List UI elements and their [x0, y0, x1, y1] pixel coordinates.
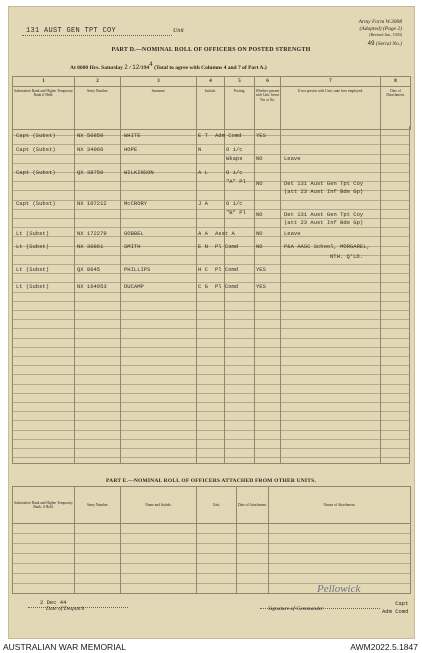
ruled-line: [13, 292, 409, 293]
row-posting: Pl Comd: [215, 266, 239, 273]
row-present: NO: [256, 243, 263, 250]
ruled-line: [13, 448, 409, 449]
col-rule: [280, 126, 281, 464]
ruled-line: [13, 227, 409, 228]
col-rule: [196, 126, 197, 464]
row-present: NO: [256, 230, 263, 237]
row-employment: Leave: [284, 155, 301, 162]
row-initials: E N: [198, 243, 208, 250]
col-num-2: 2: [75, 77, 121, 87]
col-rule: [380, 126, 381, 464]
ruled-line: [13, 356, 409, 357]
row-rank: Capt (Subst): [16, 146, 56, 153]
ruled-line: [13, 393, 409, 394]
part-e-title: PART E.—NOMINAL ROLL OF OFFICERS ATTACHED FROM OTHER UNITS.: [106, 478, 316, 484]
row-rank: Lt (Subst): [16, 230, 50, 237]
ruled-line: [13, 457, 409, 458]
row-employment: Leave: [284, 230, 301, 237]
col-rule: [120, 126, 121, 464]
col-header-surname: Surname.: [121, 87, 197, 130]
att-header-name: Name and Initials.: [121, 487, 197, 524]
row-surname: GOBBEL: [124, 230, 144, 237]
row-present: NO: [256, 180, 263, 187]
commander-signature: Pellowick: [317, 583, 361, 595]
row-present: YES: [256, 132, 266, 139]
col-header-initials: Initials.: [197, 87, 225, 130]
row-army-number: NX 172279: [77, 230, 107, 237]
row-surname: WILKINSON: [124, 169, 154, 176]
commander-posting: Adm Comd: [382, 608, 409, 615]
row-rank: Lt (Subst): [16, 243, 50, 250]
unit-label: Unit: [173, 28, 184, 34]
row-rank: Lt (Subst): [16, 283, 50, 290]
col-header-posting: Posting.: [225, 87, 255, 130]
ruled-line: [13, 282, 409, 283]
serial-value: 49: [367, 40, 375, 47]
row-present: NO: [256, 211, 263, 218]
at-day: 2: [124, 63, 128, 71]
row-army-number: NX 107212: [77, 200, 107, 207]
commander-rank: Capt: [395, 600, 409, 607]
ruled-line: [13, 319, 409, 320]
col-num-8: 8: [381, 77, 411, 87]
row-posting-2: Wkaps: [226, 155, 243, 162]
row-army-number: NX 50859: [77, 132, 104, 139]
ruled-line: [13, 365, 409, 366]
at-time-line: At 0600 Hrs. Saturday $2 / 12/194^4$ (Total to agree with Columns 4 and 7 of Part A.): [70, 61, 267, 71]
row-initials: N: [198, 146, 202, 153]
ruled-line: [13, 273, 409, 274]
row-posting: Pl Comd: [215, 283, 239, 290]
col-rule: [254, 126, 255, 464]
col-header-rank: Substantive Rank and Higher Temporary Rank if Held.: [13, 87, 75, 130]
at-year-prefix: /194: [139, 64, 150, 71]
row-army-number: QX 8645: [77, 266, 101, 273]
att-row: [13, 524, 411, 534]
army-form-id: [359, 19, 402, 39]
row-surname: HOPE: [124, 146, 138, 153]
col-rule: [224, 126, 225, 464]
row-employment: Det 131 Aust Gen Tpt Coy: [284, 180, 364, 187]
row-present: YES: [256, 266, 266, 273]
ruled-line: [13, 439, 409, 440]
row-posting: O i/c: [226, 146, 243, 153]
unit-underline: [22, 35, 172, 36]
army-form-title: Army Form W.3008: [358, 19, 402, 25]
row-rank: Capt (Subst): [16, 132, 56, 139]
row-posting: O i/c: [226, 200, 243, 207]
serial-label: (Serial No.): [376, 41, 402, 47]
row-employment-2: (att 23 Aust Inf Bde Gp): [284, 188, 364, 195]
ruled-line: [13, 338, 409, 339]
ruled-line: [13, 347, 409, 348]
commander-rank-block: [382, 600, 408, 616]
ruled-line: [13, 374, 409, 375]
ruled-line: [13, 163, 409, 164]
despatch-date: 2 Dec 44: [40, 599, 67, 606]
ruled-line: [13, 430, 409, 431]
row-army-number: NX 164953: [77, 283, 107, 290]
ruled-line: [13, 411, 409, 412]
row-rank: Capt (Subst): [16, 169, 56, 176]
row-army-number: NX 30861: [77, 243, 104, 250]
row-army-number: QX 38750: [77, 169, 104, 176]
row-employment: Det 131 Aust Gen Tpt Coy: [284, 211, 364, 218]
att-header-unit: Unit.: [197, 487, 237, 524]
col-rule: [74, 126, 75, 464]
archive-accession: AWM2022.5.1847: [350, 642, 418, 652]
part-d-title: PART D.—NOMINAL ROLL OF OFFICERS ON POSTED STRENGTH: [111, 47, 311, 53]
archive-name: AUSTRALIAN WAR MEMORIAL: [3, 642, 126, 652]
ruled-line: [13, 209, 409, 210]
ruled-line: [13, 420, 409, 421]
att-row: [13, 534, 411, 544]
col-header-detachment-date: Date of Detachment.: [381, 87, 411, 130]
ruled-line: [13, 172, 409, 173]
at-prefix: At 0600 Hrs. Saturday: [70, 64, 123, 71]
att-row: [13, 574, 411, 584]
ruled-line: [13, 384, 409, 385]
ruled-line: [13, 402, 409, 403]
row-surname: WHITE: [124, 132, 141, 139]
att-row: [13, 544, 411, 554]
att-header-rank: Substantive Rank and Higher Temporary Rank, if Held.: [13, 487, 75, 524]
row-posting: Pl Comd: [215, 243, 239, 250]
col-header-employment: If not present with Unit, state how employed.: [281, 87, 381, 130]
row-posting-2: "B" Pl: [226, 209, 246, 216]
row-posting: Asst A: [215, 230, 235, 237]
row-employment: P&A AASC School, MORGAREL,: [284, 243, 370, 250]
ruled-line: [13, 144, 409, 145]
att-header-army-number: Army Number.: [75, 487, 121, 524]
col-num-1: 1: [13, 77, 75, 87]
att-row: [13, 564, 411, 574]
row-rank: Lt (Subst): [16, 266, 50, 273]
part-e-table: [12, 486, 411, 594]
row-present: NO: [256, 155, 263, 162]
ruled-line: [13, 135, 409, 136]
col-num-4: 4: [197, 77, 225, 87]
row-army-number: NX 34060: [77, 146, 104, 153]
row-initials: H C: [198, 266, 208, 273]
army-form-adapted: (Adapted) (Page 2): [359, 25, 402, 32]
army-form-revised: (Revised Jan., 1943): [369, 32, 402, 37]
serial-number: [367, 40, 402, 47]
att-row: [13, 554, 411, 564]
att-header-date: Date of Attachment.: [237, 487, 269, 524]
row-posting: O i/c: [226, 169, 243, 176]
col-num-7: 7: [281, 77, 381, 87]
row-present: YES: [256, 283, 266, 290]
row-initials: J A: [198, 200, 208, 207]
row-employment-2: (att 23 Aust Inf Bde Gp): [284, 219, 364, 226]
at-year-digit: 4: [149, 61, 153, 68]
col-num-3: 3: [121, 77, 197, 87]
row-initials: C G: [198, 283, 208, 290]
row-initials: E T: [198, 132, 208, 139]
despatch-label: Date of Despatch: [46, 606, 85, 612]
row-surname: PHILLIPS: [124, 266, 151, 273]
unit-value: 131 AUST GEN TPT COY: [26, 27, 117, 35]
row-employment-2: NTH. Q'LD.: [330, 253, 364, 260]
row-posting-2: "A" Pl: [226, 178, 246, 185]
signature-label: Signature of Commander: [268, 606, 324, 612]
col-rule: [12, 126, 13, 464]
ruled-line: [13, 328, 409, 329]
col-num-6: 6: [255, 77, 281, 87]
row-surname: McCRORY: [124, 200, 148, 207]
att-header-nature: Nature of Attachment.: [269, 487, 411, 524]
row-surname: SMITH: [124, 243, 141, 250]
part-d-bottom-rule: [12, 463, 410, 464]
part-d-header-table: [12, 76, 411, 130]
row-posting: Adm Comd: [215, 132, 242, 139]
at-suffix: (Total to agree with Columns 4 and 7 of Part A.): [154, 64, 267, 71]
row-surname: DUCAMP: [124, 283, 144, 290]
at-month: 12: [132, 63, 140, 71]
row-initials: A L: [198, 169, 208, 176]
archive-caption: [0, 641, 422, 653]
row-initials: A A: [198, 230, 208, 237]
ruled-line: [13, 154, 409, 155]
row-rank: Capt (Subst): [16, 200, 56, 207]
ruled-line: [13, 310, 409, 311]
ruled-line: [13, 264, 409, 265]
col-num-5: 5: [225, 77, 255, 87]
part-d-ruled-body: [13, 126, 409, 463]
ruled-line: [13, 200, 409, 201]
col-header-army-number: Army Number.: [75, 87, 121, 130]
ruled-line: [13, 301, 409, 302]
ruled-line: [13, 236, 409, 237]
col-header-present: Whether present with Unit. Insert Yes or No.: [255, 87, 281, 130]
col-rule: [409, 126, 410, 464]
